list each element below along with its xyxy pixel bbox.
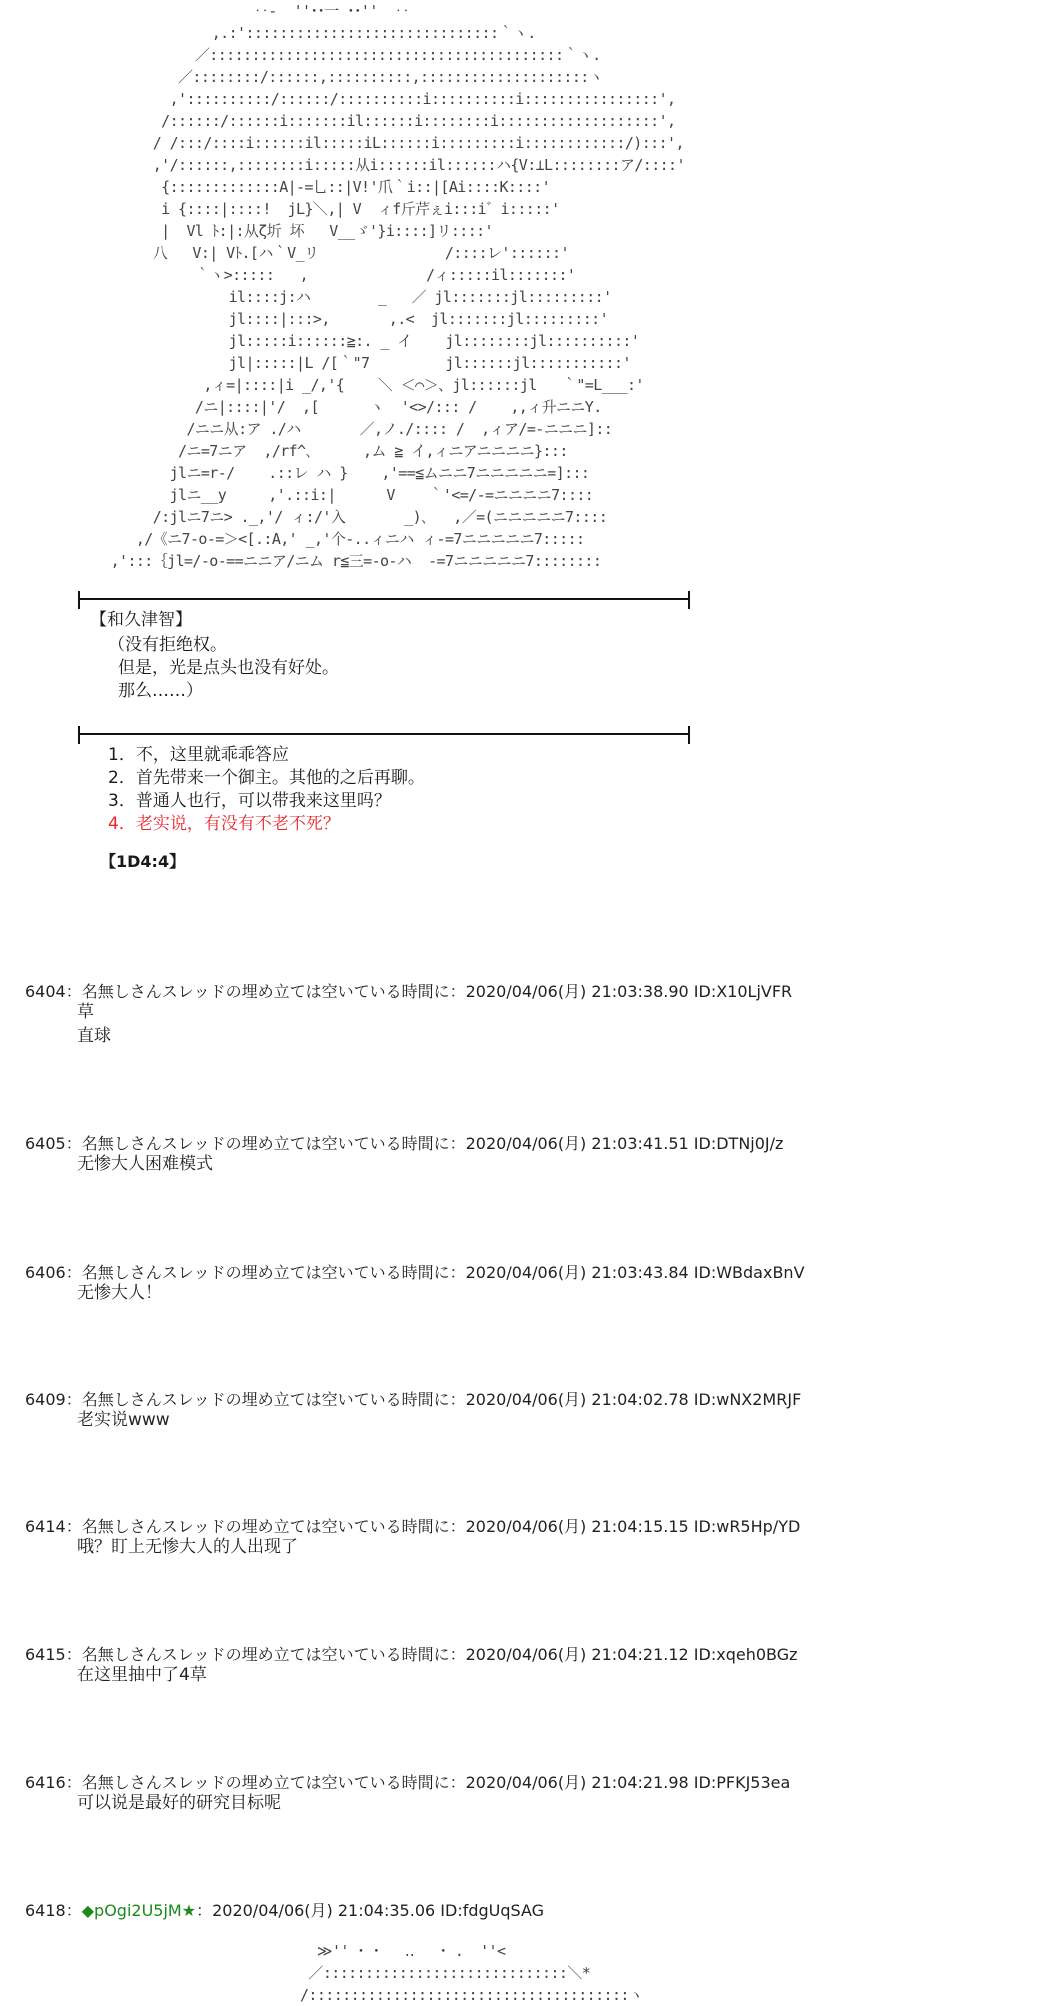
post-header: 6414：名無しさんスレッドの埋め立ては空いている時間に：2020/04/06(月) 21:04:15.15 ID:wR5Hp/YD <box>25 1517 801 1536</box>
post-body: 哦？盯上无惨大人的人出现了 <box>77 1537 298 1557</box>
ascii-art-illustration-bottom <box>300 1940 643 2006</box>
speaker-label: 【和久津智】 <box>90 610 192 630</box>
post-number: 6405 <box>25 1134 66 1153</box>
post-id: ID:fdgUqSAG <box>440 1901 545 1920</box>
post-body: 在这里抽中了4草 <box>77 1665 207 1685</box>
star-icon: ★ <box>181 1901 197 1920</box>
post-id: ID:wNX2MRJF <box>693 1390 802 1409</box>
speech-line-1: （没有拒绝权。 <box>108 635 227 655</box>
post-body: 无惨大人！ <box>77 1283 162 1303</box>
speech-line-2: 但是，光是点头也没有好处。 <box>118 658 339 678</box>
post-name: 名無しさんスレッドの埋め立ては空いている時間に <box>81 1773 450 1792</box>
ascii-art-illustration <box>60 0 700 598</box>
post-body: 可以说是最好的研究目标呢 <box>77 1793 281 1813</box>
post-date: 2020/04/06(月) 21:04:35.06 <box>212 1901 436 1920</box>
post-id: ID:DTNj0J/z <box>693 1134 784 1153</box>
dice-result: 【1D4:4】 <box>100 852 186 871</box>
choice-1: 1．不，这里就乖乖答应 <box>108 745 289 765</box>
speech-line-3: 那么……） <box>118 681 203 701</box>
post-date: 2020/04/06(月) 21:03:41.51 <box>465 1134 689 1153</box>
post-id: ID:WBdaxBnV <box>693 1263 805 1282</box>
post-number: 6409 <box>25 1390 66 1409</box>
post-date: 2020/04/06(月) 21:04:02.78 <box>465 1390 689 1409</box>
post-date: 2020/04/06(月) 21:03:43.84 <box>465 1263 689 1282</box>
post-number: 6404 <box>25 982 66 1001</box>
post-number: 6415 <box>25 1645 66 1664</box>
post-date: 2020/04/06(月) 21:03:38.90 <box>465 982 689 1001</box>
post-name: 名無しさんスレッドの埋め立ては空いている時間に <box>81 982 450 1001</box>
post-date: 2020/04/06(月) 21:04:15.15 <box>465 1517 689 1536</box>
choice-3: 3．普通人也行，可以带我来这里吗？ <box>108 791 391 811</box>
post-header: 6416：名無しさんスレッドの埋め立ては空いている時間に：2020/04/06(月) 21:04:21.98 ID:PFKJ53ea <box>25 1773 791 1792</box>
post-number: 6414 <box>25 1517 66 1536</box>
post-name: 名無しさんスレッドの埋め立ては空いている時間に <box>81 1517 450 1536</box>
post-number: 6406 <box>25 1263 66 1282</box>
post-date: 2020/04/06(月) 21:04:21.12 <box>465 1645 689 1664</box>
post-body: 草 直球 <box>77 1002 111 1046</box>
post-header: 6418：◆pOgi2U5jM★：2020/04/06(月) 21:04:35.06 ID:fdgUqSAG <box>25 1901 545 1920</box>
choice-2: 2．首先带来一个御主。其他的之后再聊。 <box>108 768 425 788</box>
separator-rule-bottom <box>78 733 690 735</box>
post-header: 6415：名無しさんスレッドの埋め立ては空いている時間に：2020/04/06(月) 21:04:21.12 ID:xqeh0BGz <box>25 1645 798 1664</box>
separator-rule-top <box>78 598 690 600</box>
post-id: ID:X10LjVFR <box>693 982 793 1001</box>
post-body: 老实说www <box>77 1410 170 1430</box>
post-header: 6404：名無しさんスレッドの埋め立ては空いている時間に：2020/04/06(月) 21:03:38.90 ID:X10LjVFR <box>25 982 793 1001</box>
post-name: 名無しさんスレッドの埋め立ては空いている時間に <box>81 1645 450 1664</box>
post-id: ID:wR5Hp/YD <box>693 1517 801 1536</box>
post-date: 2020/04/06(月) 21:04:21.98 <box>465 1773 689 1792</box>
ascii-art-text: ‥- ''･･一 ･･'' ‥ ,.:'::::::::::::::::::::::::::::::｀ヽ. ／::::::::::::::::::::::::::::::::::::::::::｀ヽ. ／::::::::/::::::,::::::::::,::::::::::::::::::::ヽ ,'::::::::::/::::::/::::::::::i::::::::::i::::::::::::::::', /::::::/::::::i:::::::il::::::i::::::::i:::::::::::::::::::', / /:::/::::i::::::il:::::iL::::::i:::::::::i::::::::::::/):::', ,'/::::::,::::::::i:::::从i::::::il::::::ハ{V:⊥L::::::::ア/::::' {:::::::::::::A|-=乚::|V!'爪｀i::|[Ai::::K::::' i {::::|::::! jL}＼,| V ィf斤芹ぇi:::i゛i:::::' | Vl ﾄ:|:从ζ圻 坏 V__ゞ'}i::::]リ::::' 八 V:| Vﾄ.[ハ｀V_リ /::::レ'::::::' ｀ヽ>::::: , /ィ:::::il:::::::' il::::j:ハ _ ／ jl:::::::jl:::::::::' jl::::|:::>, ,.< jl:::::::jl:::::::::' jl:::::i::::::≧:. _ イ jl::::::::jl::::::::::' jl|:::::|L /[｀"7 jl::::::jl:::::::::::' ,ィ=|::::|i _/,'{ ＼ ＜⌒＞、jl::::::jl ｀"=L___:' /ニ|::::|'/ ,[ ヽ '<>/::: / ,,ィ升ニニY. /ニニ从:ア ./ハ ／,ノ./:::: / ,ィア/=-ニニニ]:: /ニ=7ニア ,/rf^､ ,ム ≧ イ,ィニアニニニニ}::: jlニ=r-/ .::レ ハ } ,'==≦ムニニ7ニニニニニ=]::: jlニ__y ,'.::i:| V ｀'<=/-=ニニニニ7:::: /:jlニ7ニ> ._,'/ ィ:/'入 _)､ ,／=(ニニニニニ7:::: ,/《ニ7-o-=＞<[.:A,' _,'个-..ィニハ ィ-=7ニニニニニ7::::: ,':::｛jl=/-o-==ニニア/ニム r≦三=-o-ハ -=7ニニニニニ7:::::::: <box>110 2 685 570</box>
post-name: 名無しさんスレッドの埋め立ては空いている時間に <box>81 1390 450 1409</box>
post-name: 名無しさんスレッドの埋め立ては空いている時間に <box>81 1134 450 1153</box>
ascii-art-text-bottom: ≫'' ･ ･ ‥ ･ . ''< ／:::::::::::::::::::::::::::::＼* /::::::::::::::::::::::::::::::::::::::ヽ <box>300 1942 644 2004</box>
post-number: 6418 <box>25 1901 66 1920</box>
post-number: 6416 <box>25 1773 66 1792</box>
post-header: 6406：名無しさんスレッドの埋め立ては空いている時間に：2020/04/06(月) 21:03:43.84 ID:WBdaxBnV <box>25 1263 805 1282</box>
post-id: ID:xqeh0BGz <box>693 1645 798 1664</box>
post-id: ID:PFKJ53ea <box>693 1773 791 1792</box>
post-header: 6409：名無しさんスレッドの埋め立ては空いている時間に：2020/04/06(月) 21:04:02.78 ID:wNX2MRJF <box>25 1390 802 1409</box>
choice-4: 4．老实说，有没有不老不死？ <box>108 814 340 834</box>
trip-diamond-icon: ◆ <box>81 1901 95 1920</box>
post-name: 名無しさんスレッドの埋め立ては空いている時間に <box>81 1263 450 1282</box>
post-trip: pOgi2U5jM <box>94 1901 182 1920</box>
post-header: 6405：名無しさんスレッドの埋め立ては空いている時間に：2020/04/06(月) 21:03:41.51 ID:DTNj0J/z <box>25 1134 784 1153</box>
post-body: 无惨大人困难模式 <box>77 1154 213 1174</box>
